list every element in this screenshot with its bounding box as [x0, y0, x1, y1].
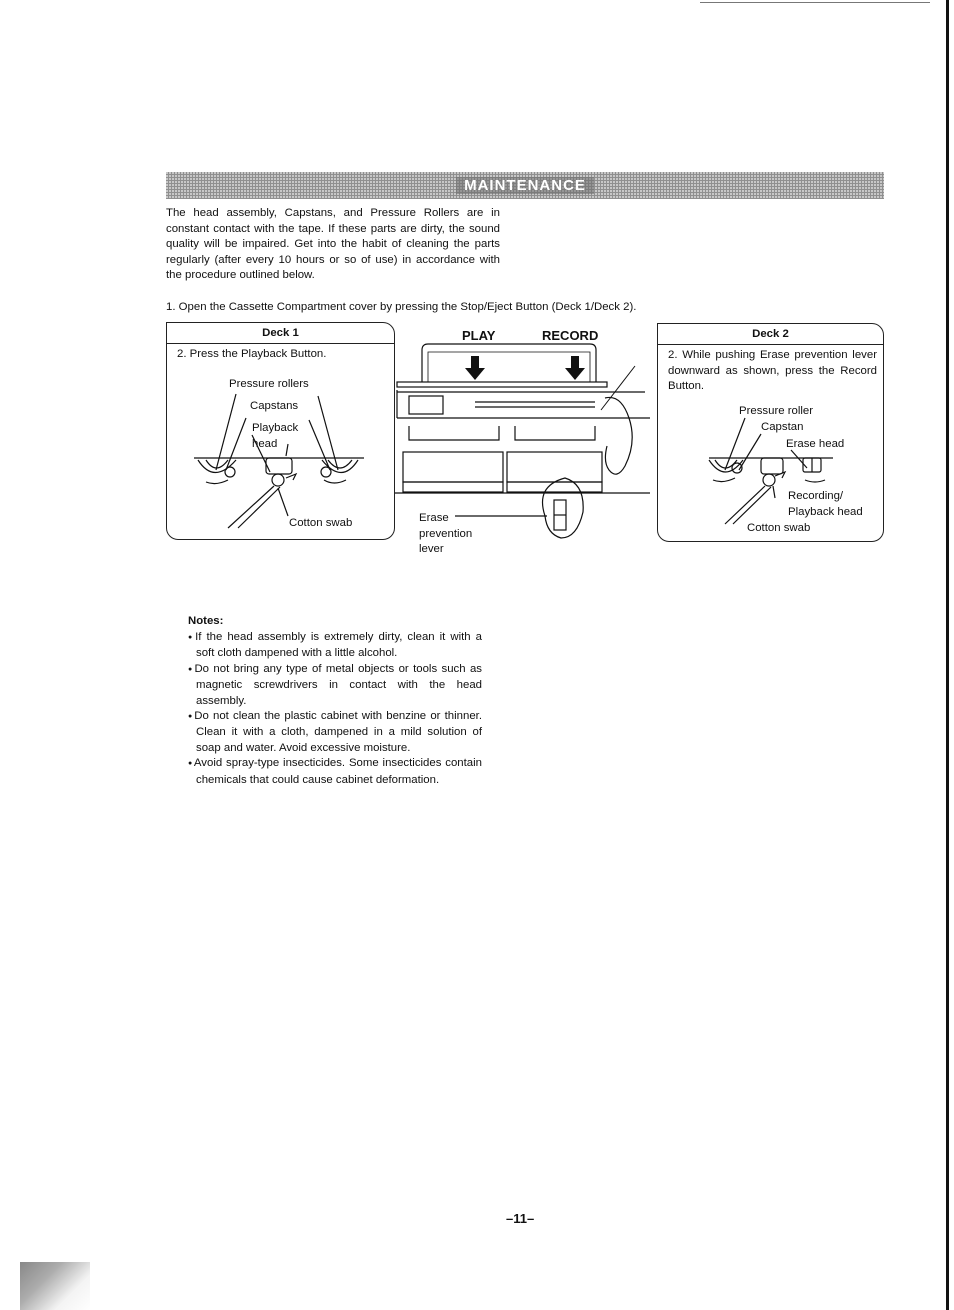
deck2-label-pressure-roller: Pressure roller	[739, 405, 814, 417]
note-item: ● Do not clean the plastic cabinet with benzine or thinner. Clean it with a cloth, dampened in a mild solution of soap and water. Avoid excessive moisture.	[188, 709, 482, 756]
deck2-label-playback-head: Playback head	[788, 506, 863, 518]
deck2-label-recording: Recording/	[788, 490, 844, 502]
erase-lever-label: lever	[419, 543, 444, 555]
record-label: RECORD	[542, 328, 599, 343]
scan-artifact	[20, 1262, 90, 1310]
deck1-title: Deck 1	[167, 323, 394, 344]
section-banner	[166, 172, 884, 199]
deck1-label-pressure-rollers: Pressure rollers	[229, 378, 309, 390]
deck1-label-cotton-swab: Cotton swab	[289, 517, 353, 529]
page-number: –11–	[506, 1211, 535, 1226]
deck2-title: Deck 2	[658, 324, 883, 345]
notes-list	[188, 630, 482, 788]
notes-title: Notes:	[188, 615, 224, 627]
deck2-label-capstan: Capstan	[761, 421, 804, 433]
section-title: MAINTENANCE	[456, 177, 594, 194]
deck1-label-head: head	[252, 438, 278, 450]
deck2-label-cotton-swab: Cotton swab	[747, 522, 811, 534]
note-item: ● Avoid spray-type insecticides. Some insecticides contain chemicals that could cause cabinet deformation.	[188, 756, 482, 788]
deck1-head-diagram	[166, 380, 396, 540]
deck2-label-erase-head: Erase head	[786, 438, 845, 450]
deck2-head-diagram	[657, 400, 885, 542]
note-item: ● Do not bring any type of metal objects or tools such as magnetic screwdrivers in contact with the head assembly.	[188, 662, 482, 709]
top-scan-rule	[700, 2, 930, 3]
deck1-label-capstans: Capstans	[250, 400, 299, 412]
step-1-text: 1. Open the Cassette Compartment cover by pressing the Stop/Eject Button (Deck 1/Deck 2).	[166, 301, 637, 313]
erase-prevention-label: prevention	[419, 528, 473, 540]
page-edge-rule	[946, 0, 949, 1310]
play-label: PLAY	[462, 328, 496, 343]
deck2-instruction: 2. While pushing Erase prevention lever downward as shown, press the Record Button.	[668, 349, 877, 393]
note-item: ● If the head assembly is extremely dirty, clean it with a soft cloth dampened with a little alcohol.	[188, 630, 482, 662]
deck1-label-playback: Playback	[252, 422, 299, 434]
erase-label: Erase	[419, 512, 449, 524]
deck1-instruction: 2. Press the Playback Button.	[177, 348, 327, 360]
intro-paragraph: The head assembly, Capstans, and Pressure Rollers are in constant contact with the tape. If these parts are dirty, the sound quality will be impaired. Get into the habit of cleaning the parts regularly (after every 10 hours or so of use) in accordance with the procedure outlined below.	[166, 207, 500, 282]
